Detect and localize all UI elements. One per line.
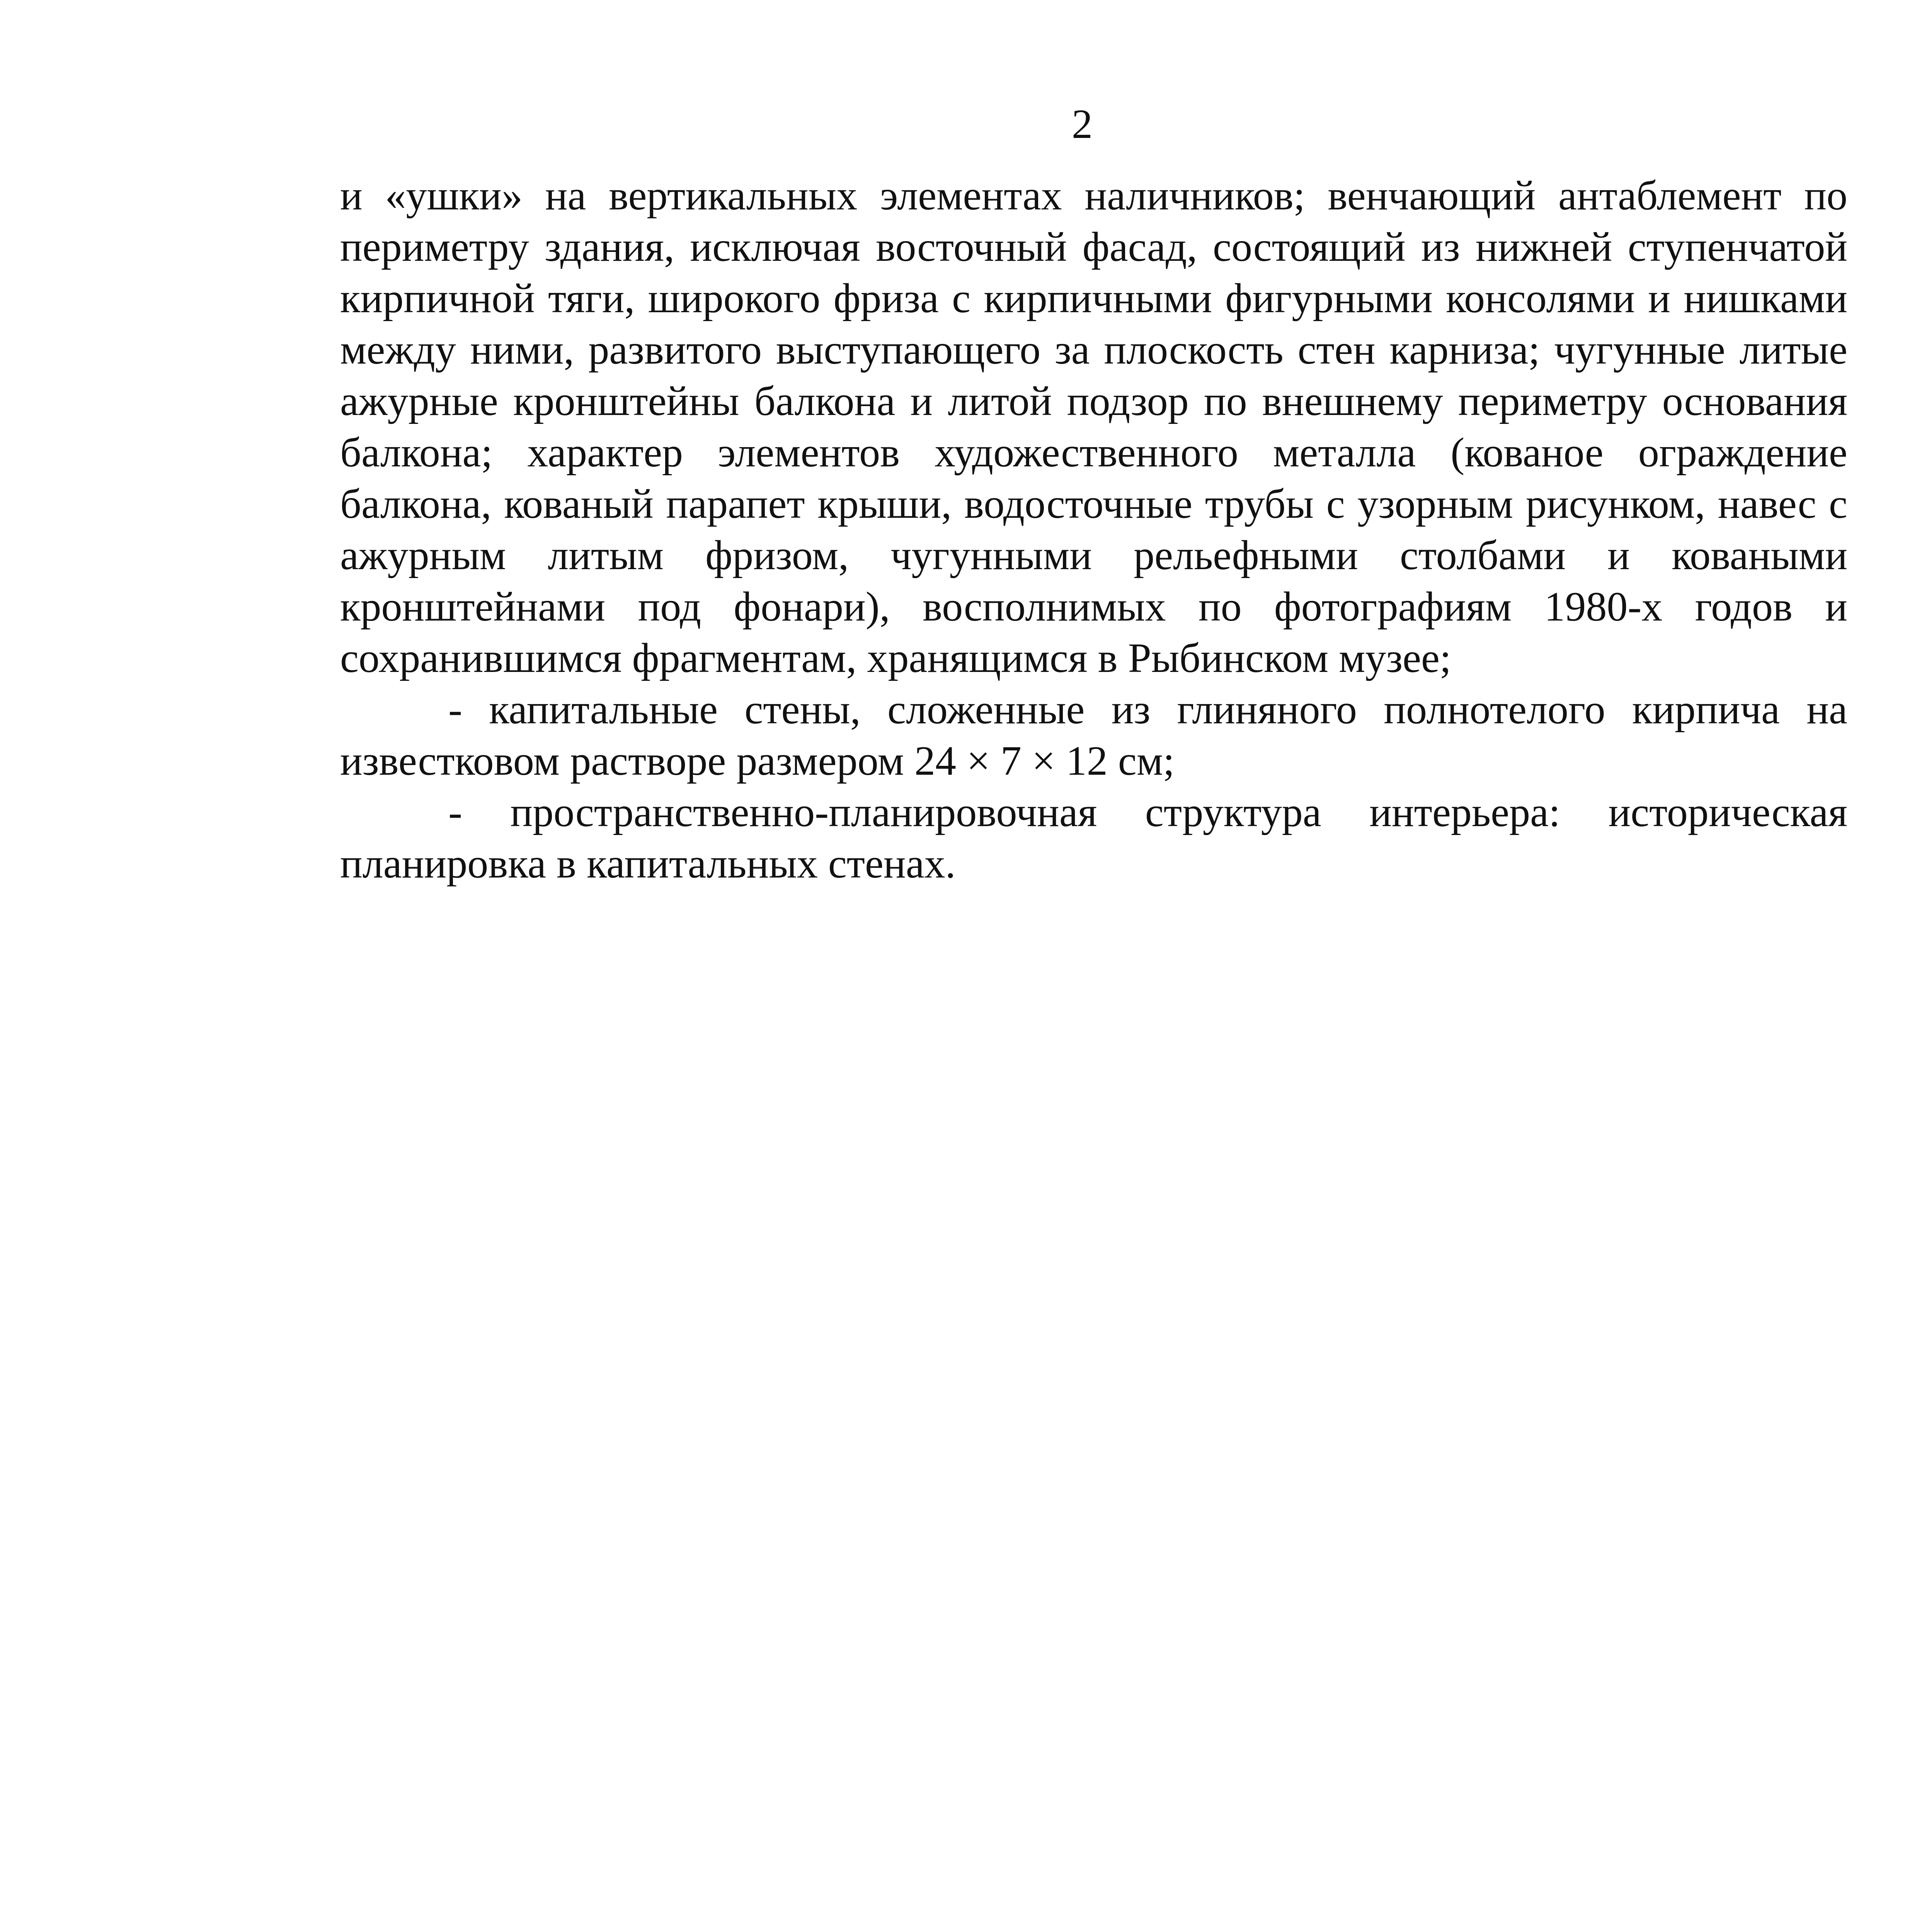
document-body (340, 170, 1847, 889)
page-number: 2 (1072, 101, 1093, 147)
paragraph-1: и «ушки» на вертикальных элементах наличников; венчающий антаблемент по периметру здания, исключая восточный фасад, состоящий из нижней ступенчатой кирпичной тяги, широкого фриза с кирпичными фигурными консолями и нишками между ними, развитого выступающего за плоскость стен карниза; чугунные литые ажурные кронштейны балкона и литой подзор по внешнему периметру основания балкона; характер элементов художественного металла (кованое ограждение балкона, кованый парапет крыши, водосточные трубы с узорным рисунком, навес с ажурным литым фризом, чугунными рельефными столбами и коваными кронштейнами под фонари), восполнимых по фотографиям 1980-х годов и сохранившимся фрагментам, хранящимся в Рыбинском музее; (340, 173, 1847, 681)
paragraph-3: - пространственно-планировочная структура интерьера: историческая планировка в капитальных стенах. (340, 789, 1847, 887)
paragraph-2: - капитальные стены, сложенные из глиняного полнотелого кирпича на известковом растворе размером 24 × 7 × 12 см; (340, 687, 1847, 784)
